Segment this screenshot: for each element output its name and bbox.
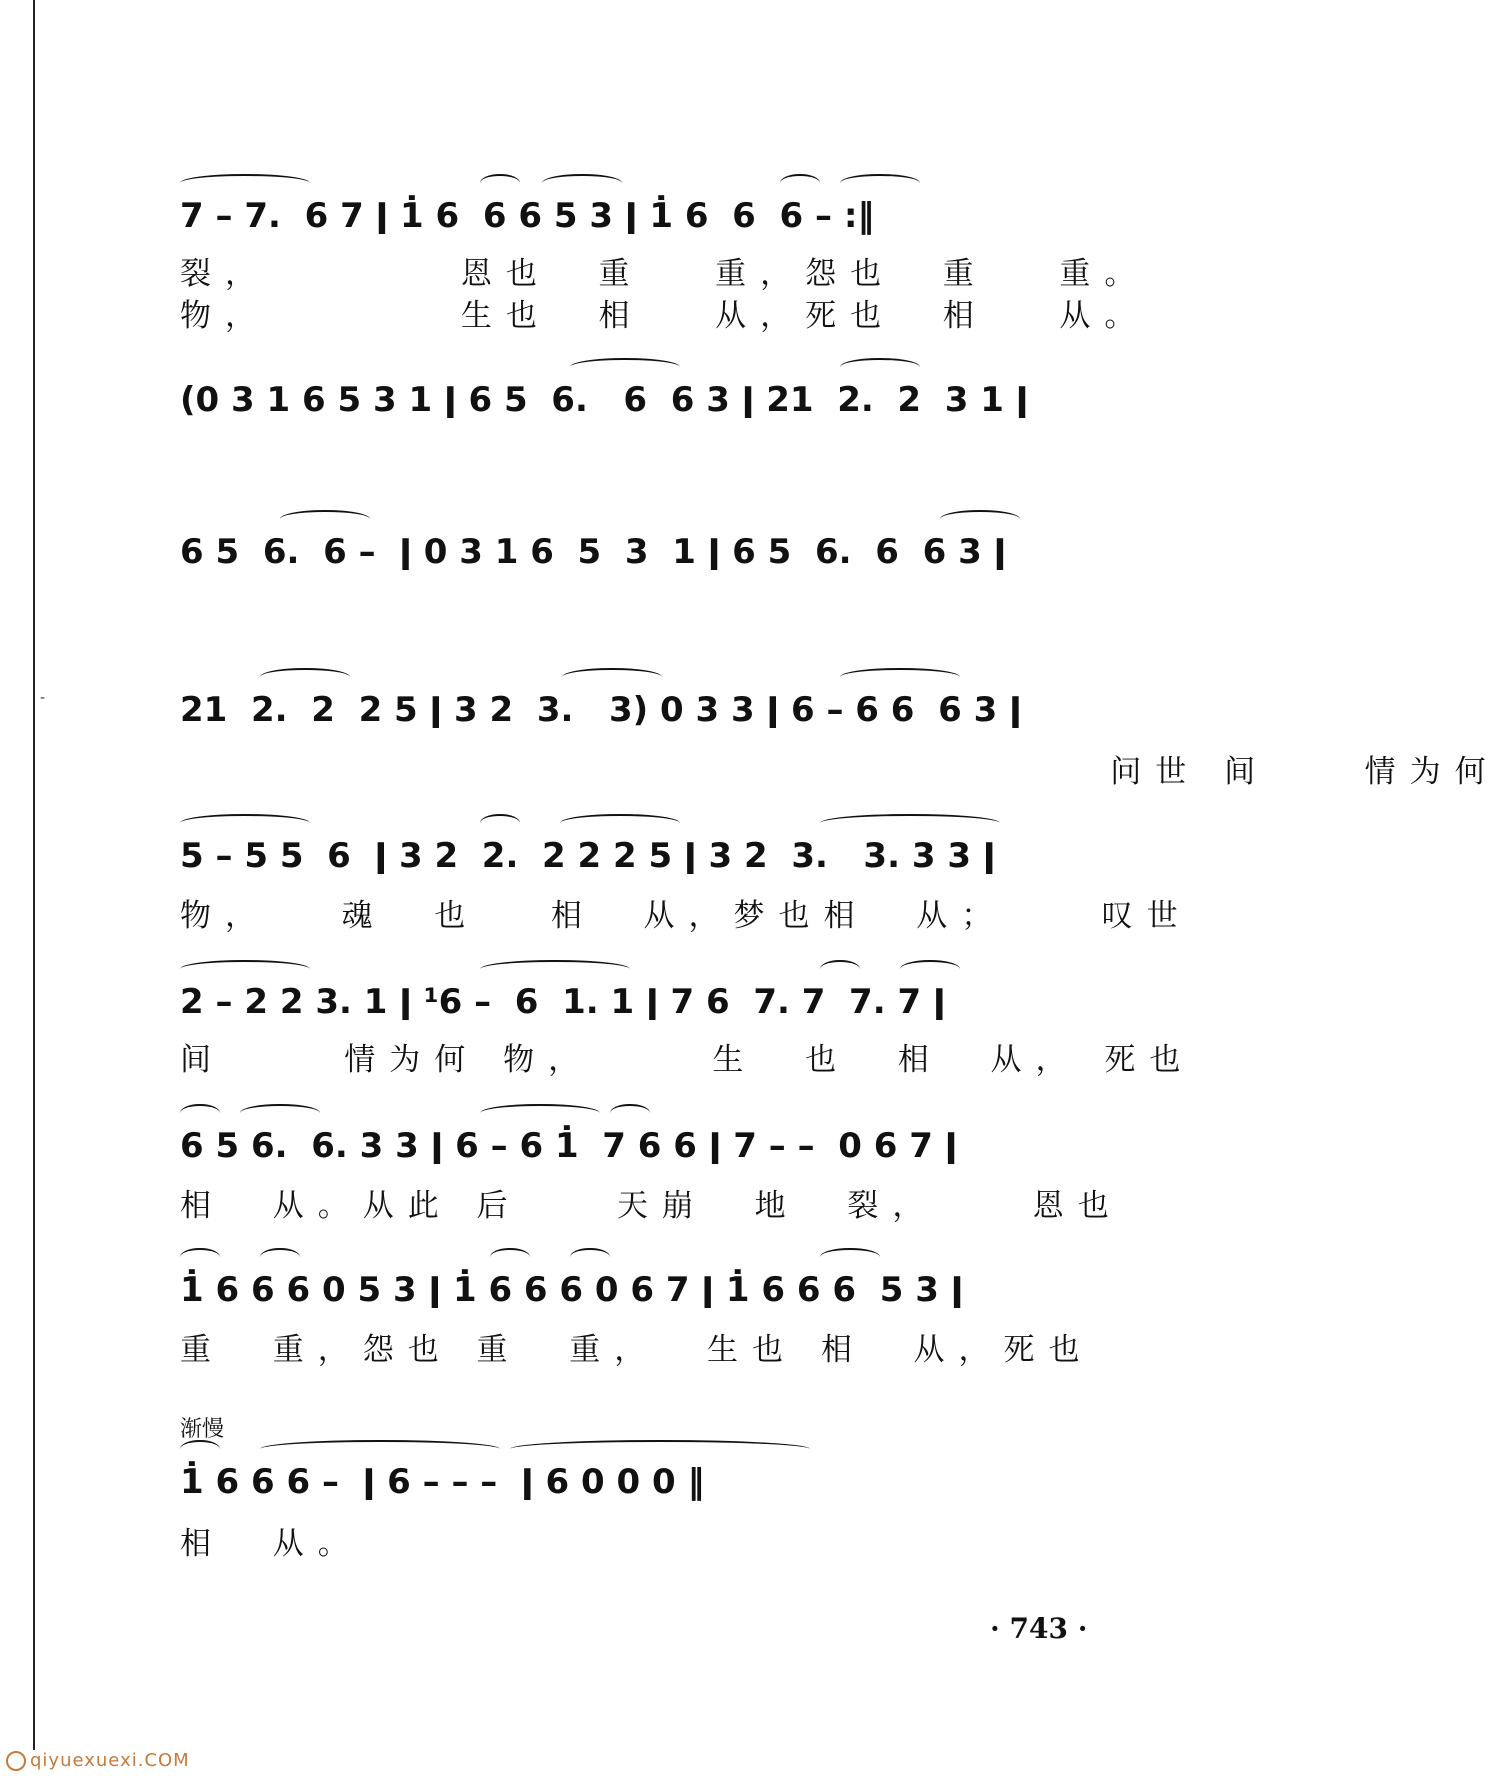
slur xyxy=(180,174,310,192)
slur xyxy=(180,960,310,978)
slur xyxy=(480,1104,600,1122)
lyric-line: 相 从。 xyxy=(180,1526,363,1562)
slur xyxy=(542,174,622,192)
stray-mark: - xyxy=(40,690,46,706)
slur xyxy=(280,510,370,528)
slur xyxy=(510,1440,810,1458)
slur xyxy=(490,1248,530,1266)
slur xyxy=(570,1248,610,1266)
slur xyxy=(570,358,680,376)
slur xyxy=(840,174,920,192)
watermark xyxy=(6,1750,190,1771)
slur xyxy=(480,814,520,832)
slur xyxy=(180,814,310,832)
slur xyxy=(560,814,680,832)
page-margin-line xyxy=(33,0,35,1750)
slur xyxy=(562,668,662,686)
lyric-line: 问世 间 情为何 xyxy=(180,754,1500,790)
slur xyxy=(840,358,920,376)
slur xyxy=(820,960,860,978)
tempo-marking: 渐慢 xyxy=(180,1417,225,1442)
slur xyxy=(180,1440,220,1458)
slur xyxy=(820,1248,880,1266)
notation-line: 7 – 7. 6 7 ǀ 1̇ 6 6 6 5 3 ǀ 1̇ 6 6 6 – :‖ xyxy=(180,196,875,236)
lyric-line: 相 从。从此 后 天崩 地 裂， 恩也 xyxy=(180,1188,1123,1224)
slur xyxy=(780,174,820,192)
slur xyxy=(480,960,630,978)
slur xyxy=(940,510,1020,528)
slur xyxy=(180,1104,220,1122)
slur xyxy=(180,1248,220,1266)
notation-line: 2 – 2 2 3. 1 ǀ ¹6 – 6 1. 1 ǀ 7 6 7. 7 7. 7 ǀ xyxy=(180,982,946,1022)
notation-line: 21 2. 2 2 5 ǀ 3 2 3. 3) 0 3 3 ǀ 6 – 6 6 6 3 ǀ xyxy=(180,690,1022,730)
slur xyxy=(260,1248,300,1266)
logo-icon xyxy=(6,1751,26,1771)
notation-line: 1̇ 6 6 6 0 5 3 ǀ 1̇ 6 6 6 0 6 7 ǀ 1̇ 6 6 6 5 3 ǀ xyxy=(180,1270,964,1310)
slur xyxy=(260,1440,500,1458)
lyric-line-1: 裂， 恩也 重 重，怨也 重 重。 xyxy=(180,256,1150,292)
lyric-line-2: 物， 生也 相 从，死也 相 从。 xyxy=(180,298,1150,334)
slur xyxy=(480,174,520,192)
notation-line: 1̇ 6 6 6 – ǀ 6 – – – ǀ 6 0 0 0 ‖ xyxy=(180,1462,705,1502)
notation-line: 6 5 6. 6. 3 3 ǀ 6 – 6 1̇ 7 6 6 ǀ 7 – – 0 6 7 ǀ xyxy=(180,1126,958,1166)
slur xyxy=(240,1104,320,1122)
lyric-line: 重 重，怨也 重 重， 生也 相 从，死也 xyxy=(180,1332,1094,1368)
lyric-line: 物， 魂 也 相 从，梦也相 从； 叹世 xyxy=(180,898,1192,934)
slur xyxy=(610,1104,650,1122)
notation-line: 5 – 5 5 6 ǀ 3 2 2. 2 2 2 5 ǀ 3 2 3. 3. 3 3 ǀ xyxy=(180,836,996,876)
page-number: · 743 · xyxy=(990,1612,1088,1645)
slur xyxy=(900,960,960,978)
watermark-text: qiyuexuexi.COM xyxy=(30,1750,190,1771)
slur xyxy=(820,814,1000,832)
lyric-line: 间 情为何 物， 生 也 相 从， 死也 xyxy=(180,1042,1195,1078)
notation-line: (0 3 1 6 5 3 1 ǀ 6 5 6. 6 6 3 ǀ 21 2. 2 3 1 ǀ xyxy=(180,380,1029,420)
slur xyxy=(260,668,350,686)
slur xyxy=(840,668,960,686)
notation-line: 6 5 6. 6 – ǀ 0 3 1 6 5 3 1 ǀ 6 5 6. 6 6 3 ǀ xyxy=(180,532,1007,572)
